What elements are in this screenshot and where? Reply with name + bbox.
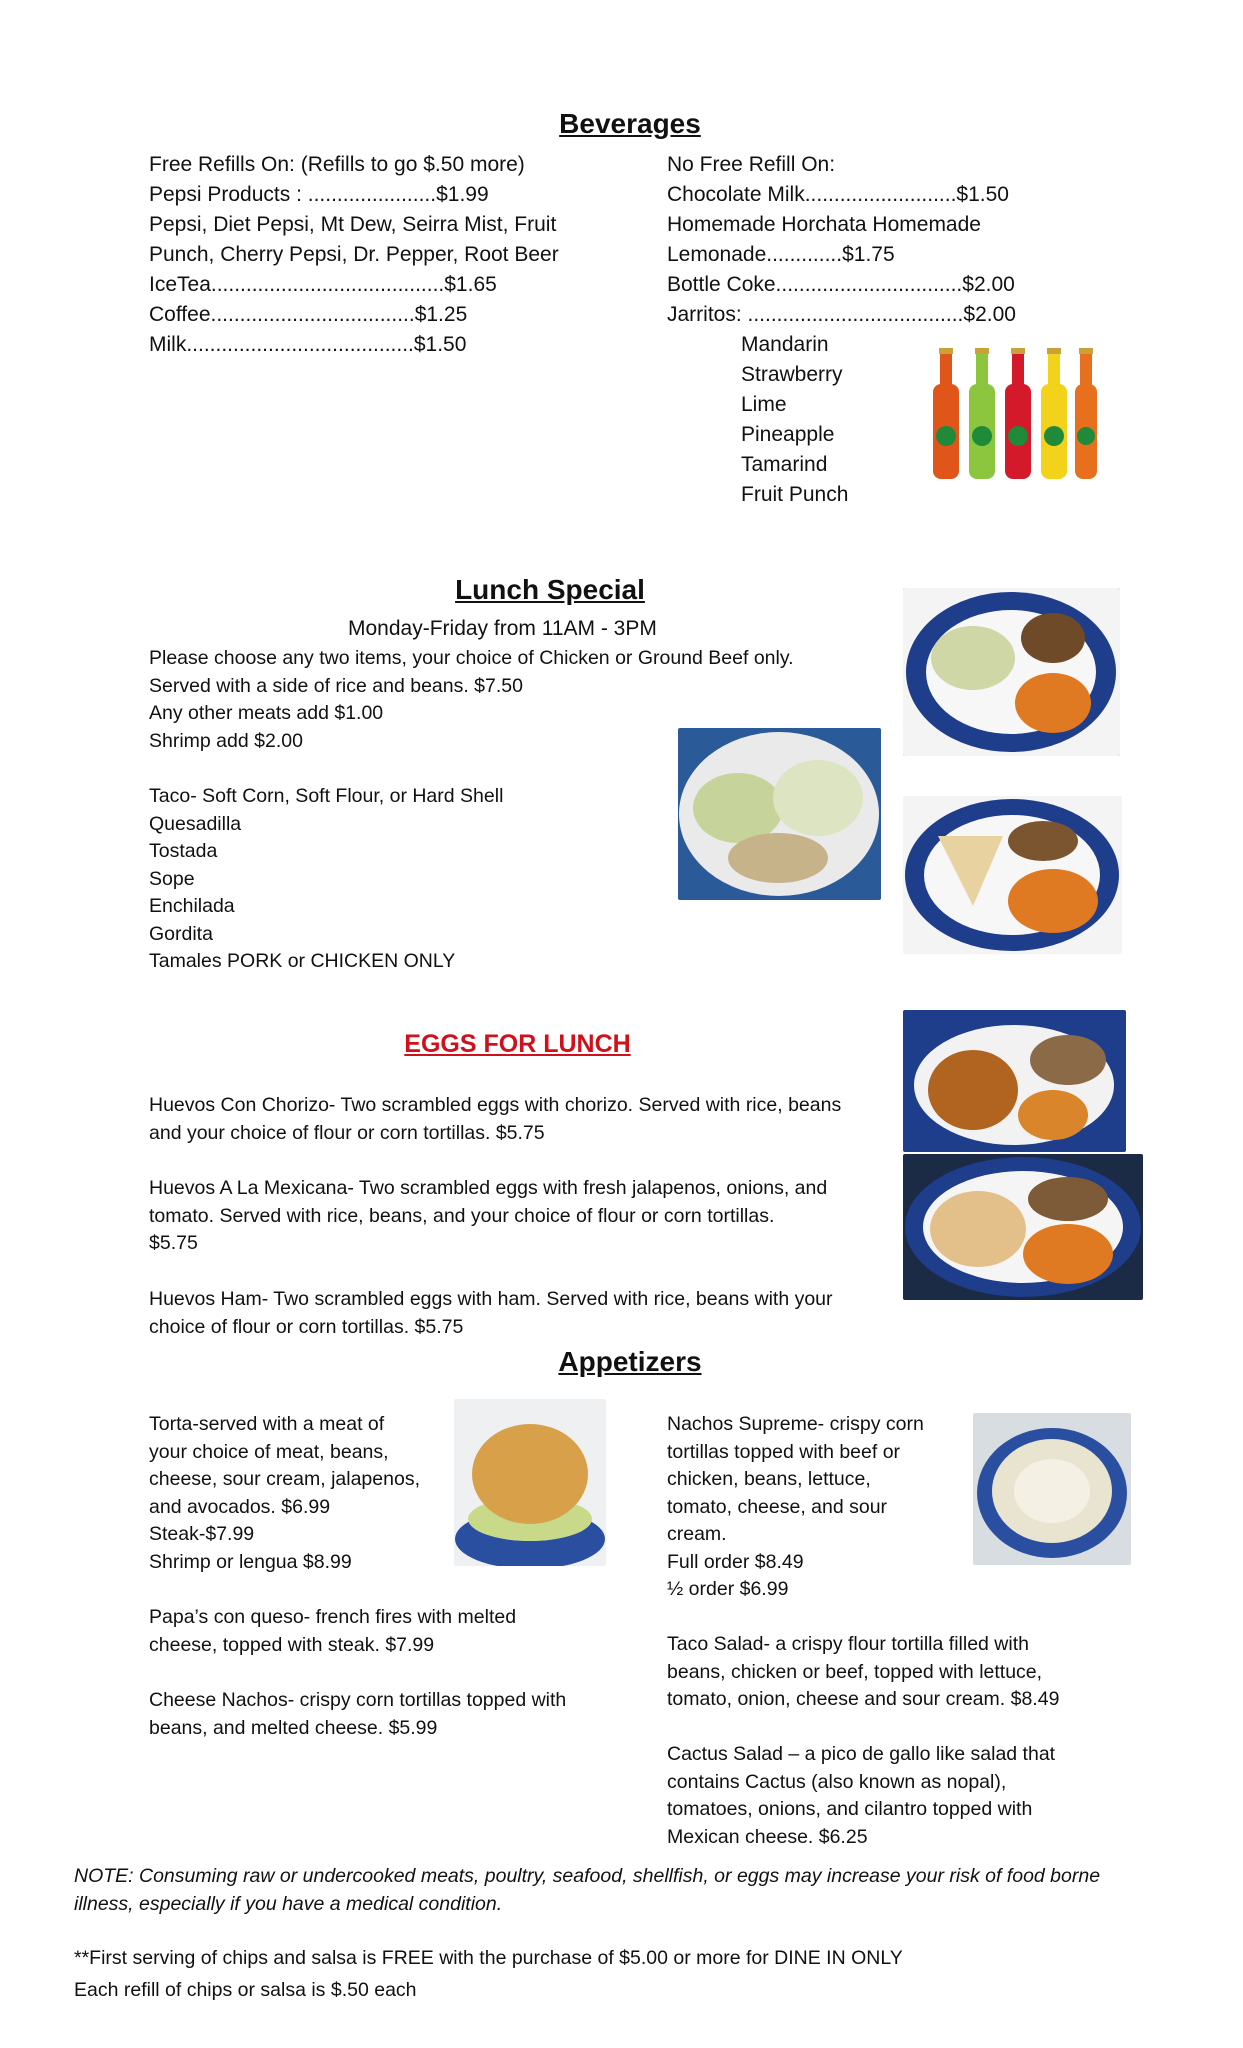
menu-line: Punch, Cherry Pepsi, Dr. Pepper, Root Beer bbox=[149, 243, 559, 266]
menu-line: Jarritos: .....................................$2.00 bbox=[667, 303, 1016, 326]
item-line: Taco Salad- a crispy flour tortilla filled with bbox=[667, 1633, 1029, 1655]
item-line: contains Cactus (also known as nopal), bbox=[667, 1770, 1007, 1793]
egg-item-3 bbox=[149, 1286, 833, 1341]
list-item: Enchilada bbox=[149, 895, 235, 917]
eggs-chorizo-photo bbox=[903, 1010, 1126, 1152]
egg-item-2 bbox=[149, 1175, 827, 1258]
flavor-item: Lime bbox=[741, 393, 787, 416]
menu-line: Free Refills On: (Refills to go $.50 more) bbox=[149, 153, 525, 176]
item-line: Cactus Salad – a pico de gallo like salad that bbox=[667, 1743, 1056, 1765]
appetizer-taco-salad bbox=[667, 1631, 1059, 1714]
menu-line: Milk.......................................$1.50 bbox=[149, 333, 467, 356]
item-line: your choice of meat, beans, bbox=[149, 1440, 389, 1463]
appetizer-nachos-supreme bbox=[667, 1411, 924, 1604]
list-item: Taco- Soft Corn, Soft Flour, or Hard Shell bbox=[149, 785, 504, 807]
lunch-special-heading: Lunch Special bbox=[455, 574, 645, 605]
item-line: and avocados. $6.99 bbox=[149, 1495, 331, 1518]
menu-line: IceTea........................................$1.65 bbox=[149, 273, 497, 296]
note-line: illness, especially if you have a medical condition. bbox=[74, 1892, 503, 1915]
list-item: Quesadilla bbox=[149, 812, 242, 835]
appetizer-torta bbox=[149, 1411, 420, 1576]
menu-line: Chocolate Milk..........................$1.50 bbox=[667, 183, 1009, 206]
food-safety-note bbox=[74, 1863, 1100, 1918]
flavor-item: Tamarind bbox=[741, 453, 828, 476]
item-line: beans, chicken or beef, topped with lettuce, bbox=[667, 1660, 1043, 1683]
jarritos-flavor-list bbox=[741, 330, 848, 510]
list-item: Gordita bbox=[149, 922, 213, 945]
item-line: tomato. Served with rice, beans, and your choice of flour or corn tortillas. bbox=[149, 1204, 775, 1227]
lunch-tostada-photo bbox=[678, 728, 881, 900]
lunch-item-list bbox=[149, 783, 503, 976]
item-line: Shrimp or lengua $8.99 bbox=[149, 1550, 352, 1573]
item-line: Huevos A La Mexicana- Two scrambled eggs with fresh jalapenos, onions, and bbox=[149, 1177, 828, 1199]
item-line: tomato, onion, cheese and sour cream. $8.49 bbox=[667, 1688, 1060, 1710]
item-line: Huevos Ham- Two scrambled eggs with ham. Served with rice, beans with your bbox=[149, 1288, 833, 1310]
menu-line: No Free Refill On: bbox=[667, 153, 836, 176]
jarritos-bottles-image bbox=[915, 344, 1100, 494]
lunch-quesadilla-photo bbox=[903, 796, 1122, 954]
item-line: Torta-served with a meat of bbox=[149, 1413, 385, 1435]
flavor-item: Mandarin bbox=[741, 333, 829, 356]
lunch-hours: Monday-Friday from 11AM - 3PM bbox=[348, 617, 657, 640]
list-item: Sope bbox=[149, 867, 195, 890]
chips-salsa-note bbox=[74, 1942, 903, 2006]
item-line: Huevos Con Chorizo- Two scrambled eggs with chorizo. Served with rice, beans bbox=[149, 1094, 842, 1116]
item-line: cheese, topped with steak. $7.99 bbox=[149, 1633, 435, 1656]
eggs-for-lunch-heading: EGGS FOR LUNCH bbox=[404, 1030, 631, 1058]
appetizer-cheese-nachos bbox=[149, 1687, 566, 1742]
nachos-supreme-photo bbox=[973, 1413, 1131, 1565]
item-line: Papa’s con queso- french fires with melted bbox=[149, 1606, 517, 1628]
beverages-heading: Beverages bbox=[559, 108, 701, 139]
item-line: tomatoes, onions, and cilantro topped with bbox=[667, 1798, 1033, 1820]
item-line: ½ order $6.99 bbox=[667, 1578, 789, 1600]
item-line: tortillas topped with beef or bbox=[667, 1440, 901, 1463]
menu-line: Lemonade.............$1.75 bbox=[667, 243, 895, 266]
list-item: Tamales PORK or CHICKEN ONLY bbox=[149, 950, 456, 972]
item-line: cheese, sour cream, jalapenos, bbox=[149, 1468, 420, 1490]
appetizer-papas-con-queso bbox=[149, 1604, 516, 1659]
item-line: $5.75 bbox=[149, 1232, 198, 1254]
item-line: tomato, cheese, and sour bbox=[667, 1495, 888, 1518]
item-line: Steak-$7.99 bbox=[149, 1523, 255, 1545]
item-line: cream. bbox=[667, 1523, 727, 1545]
torta-photo bbox=[454, 1399, 606, 1566]
beverages-right-column bbox=[667, 150, 1016, 330]
item-line: and your choice of flour or corn tortillas. $5.75 bbox=[149, 1121, 545, 1144]
detail-line: Please choose any two items, your choice of Chicken or Ground Beef only. bbox=[149, 647, 794, 669]
flavor-item: Pineapple bbox=[741, 423, 835, 446]
appetizer-cactus-salad bbox=[667, 1741, 1055, 1851]
note-line: Each refill of chips or salsa is $.50 each bbox=[74, 1979, 417, 2001]
item-line: Full order $8.49 bbox=[667, 1550, 804, 1573]
flavor-item: Fruit Punch bbox=[741, 483, 849, 506]
eggs-mexicana-photo bbox=[903, 1154, 1143, 1300]
appetizers-heading: Appetizers bbox=[558, 1346, 702, 1377]
menu-line: Pepsi Products : ......................$1.99 bbox=[149, 183, 489, 206]
item-line: chicken, beans, lettuce, bbox=[667, 1468, 871, 1490]
detail-line: Served with a side of rice and beans. $7.50 bbox=[149, 674, 523, 697]
menu-line: Pepsi, Diet Pepsi, Mt Dew, Seirra Mist, Fruit bbox=[149, 213, 557, 236]
item-line: choice of flour or corn tortillas. $5.75 bbox=[149, 1315, 464, 1338]
detail-line: Any other meats add $1.00 bbox=[149, 702, 384, 724]
detail-line: Shrimp add $2.00 bbox=[149, 729, 303, 752]
menu-line: Homemade Horchata Homemade bbox=[667, 213, 981, 236]
item-line: Cheese Nachos- crispy corn tortillas topped with bbox=[149, 1689, 567, 1711]
beverages-left-column bbox=[149, 150, 559, 360]
list-item: Tostada bbox=[149, 840, 218, 862]
note-line: NOTE: Consuming raw or undercooked meats, poultry, seafood, shellfish, or eggs may increase your risk of food borne bbox=[74, 1865, 1101, 1887]
menu-line: Coffee...................................$1.25 bbox=[149, 303, 468, 326]
note-line: **First serving of chips and salsa is FREE with the purchase of $5.00 or more for DINE IN ONLY bbox=[74, 1947, 903, 1969]
lunch-plate-photo bbox=[903, 588, 1120, 756]
item-line: Mexican cheese. $6.25 bbox=[667, 1825, 868, 1848]
item-line: Nachos Supreme- crispy corn bbox=[667, 1413, 924, 1435]
flavor-item: Strawberry bbox=[741, 363, 843, 386]
item-line: beans, and melted cheese. $5.99 bbox=[149, 1716, 438, 1739]
menu-line: Bottle Coke................................$2.00 bbox=[667, 273, 1015, 296]
egg-item-1 bbox=[149, 1092, 841, 1147]
